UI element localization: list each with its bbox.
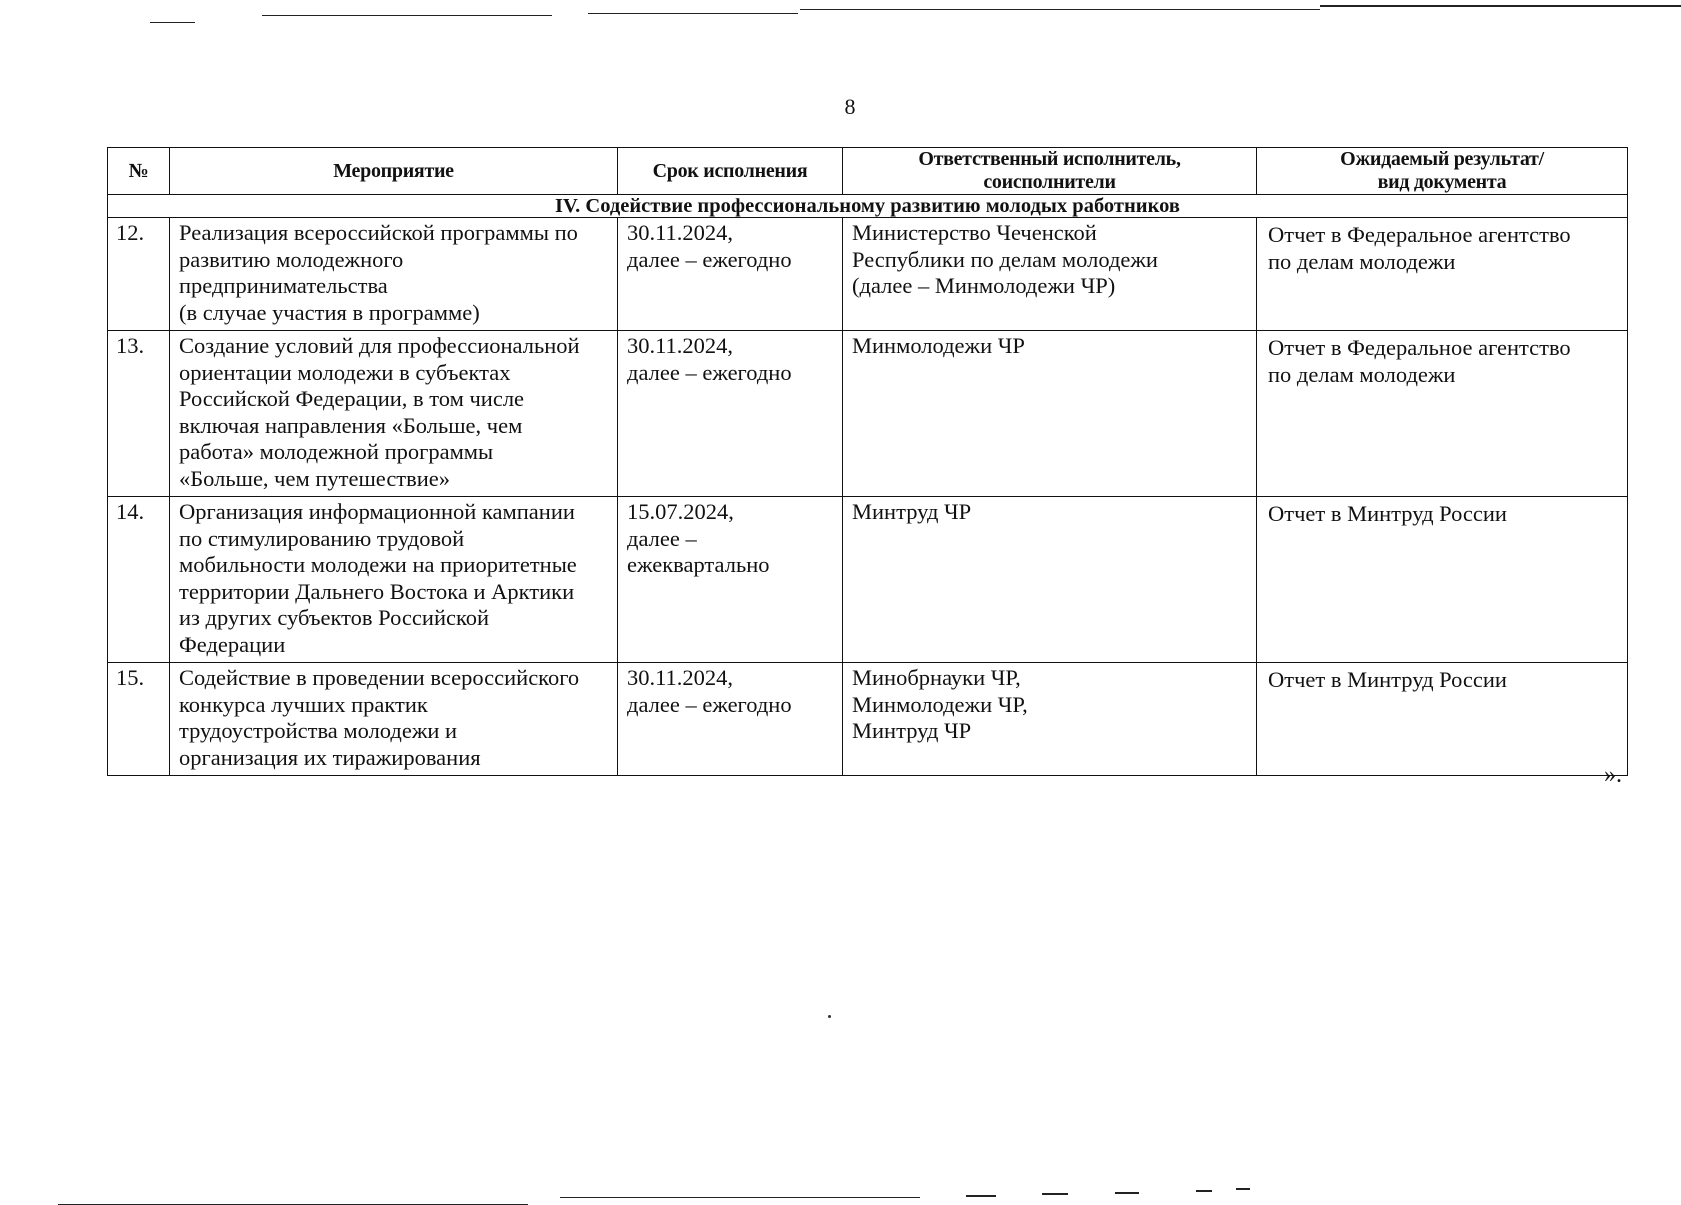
executor-line: Министерство Чеченской <box>852 220 1097 245</box>
event-line: Реализация всероссийской программы по <box>179 220 578 245</box>
event-line: организация их тиражирования <box>179 744 481 770</box>
header-num: № <box>108 148 170 195</box>
header-executor-line: соисполнители <box>983 171 1116 193</box>
header-event: Мероприятие <box>170 148 618 195</box>
scan-artifact-top-line <box>262 15 552 16</box>
executor-line: Минтруд ЧР <box>852 718 972 743</box>
executor-line: Минмолодежи ЧР, <box>852 691 1028 717</box>
result-line: Отчет в Федеральное агентство <box>1268 335 1571 360</box>
result-line: Отчет в Минтруд России <box>1268 667 1507 692</box>
header-result <box>1257 148 1628 195</box>
event-line: Содействие в проведении всероссийского <box>179 665 580 690</box>
scan-artifact-bottom-line <box>560 1197 920 1198</box>
event-line: Федерации <box>179 631 286 657</box>
deadline-line: ежеквартально <box>627 552 770 577</box>
event-line: включая направления «Больше, чем <box>179 412 523 438</box>
section-title: IV. Содействие профессиональному развитию молодых работников <box>108 195 1628 218</box>
deadline-line: 15.07.2024, <box>627 499 734 524</box>
executor-cell <box>843 663 1257 776</box>
row-number: 15. <box>108 663 170 776</box>
deadline-line: 30.11.2024, <box>627 665 734 690</box>
event-line: Организация информационной кампании <box>179 499 575 524</box>
event-line: по стимулированию трудовой <box>179 525 465 551</box>
row-number: 14. <box>108 497 170 663</box>
table-row <box>108 331 1628 497</box>
header-executor <box>843 148 1257 195</box>
event-line: развитию молодежного предпринимательства <box>179 246 404 298</box>
result-line: Отчет в Минтруд России <box>1268 501 1507 526</box>
event-line: Создание условий для профессиональной <box>179 333 580 358</box>
deadline-line: далее – <box>627 525 697 551</box>
header-result-line: вид документа <box>1377 171 1507 193</box>
deadline-line: далее – ежегодно <box>627 246 792 272</box>
event-line: ориентации молодежи в субъектах <box>179 359 511 385</box>
scan-artifact-top-line <box>1320 5 1681 7</box>
result-cell <box>1257 497 1628 663</box>
scan-artifact-top-line <box>800 9 1320 10</box>
result-line: по делам молодежи <box>1268 248 1456 274</box>
deadline-line: 30.11.2024, <box>627 220 734 245</box>
table-row <box>108 218 1628 331</box>
event-line: трудоустройства молодежи и <box>179 718 458 743</box>
result-cell <box>1257 663 1628 776</box>
executor-cell <box>843 331 1257 497</box>
event-cell <box>170 497 618 663</box>
deadline-cell <box>618 497 843 663</box>
deadline-cell <box>618 218 843 331</box>
executor-line: (далее – Минмолодежи ЧР) <box>852 273 1116 298</box>
row-number: 13. <box>108 331 170 497</box>
table-row <box>108 497 1628 663</box>
executor-line: Минобрнауки ЧР, <box>852 665 1021 690</box>
deadline-line: далее – ежегодно <box>627 691 792 717</box>
result-cell <box>1257 218 1628 331</box>
deadline-line: 30.11.2024, <box>627 333 734 358</box>
scan-artifact-bottom-line <box>1196 1190 1212 1192</box>
event-line: конкурса лучших практик <box>179 691 428 717</box>
result-cell <box>1257 331 1628 497</box>
result-line: по делам молодежи <box>1268 361 1456 387</box>
table-header-row <box>108 148 1628 195</box>
event-line: работа» молодежной программы <box>179 439 494 464</box>
deadline-cell <box>618 331 843 497</box>
executor-line: Республики по делам молодежи <box>852 246 1158 272</box>
scan-artifact-bottom-line <box>966 1195 996 1197</box>
event-cell <box>170 218 618 331</box>
scan-speck <box>828 1015 831 1018</box>
deadline-line: далее – ежегодно <box>627 359 792 385</box>
closing-quote-mark: ». <box>1604 762 1622 788</box>
executor-line: Минтруд ЧР <box>852 499 972 524</box>
row-number: 12. <box>108 218 170 331</box>
header-executor-line: Ответственный исполнитель, <box>918 148 1181 170</box>
event-line: (в случае участия в программе) <box>179 299 480 325</box>
header-deadline: Срок исполнения <box>618 148 843 195</box>
table-row <box>108 663 1628 776</box>
scan-artifact-bottom-line <box>1115 1192 1139 1194</box>
event-line: Российской Федерации, в том числе <box>179 386 525 411</box>
executor-cell <box>843 497 1257 663</box>
scan-artifact-bottom-line <box>1236 1188 1250 1190</box>
event-line: территории Дальнего Востока и Арктики <box>179 578 575 604</box>
action-plan-table <box>107 147 1628 776</box>
event-line: из других субъектов Российской <box>179 605 490 630</box>
executor-cell <box>843 218 1257 331</box>
section-row <box>108 195 1628 218</box>
deadline-cell <box>618 663 843 776</box>
event-cell <box>170 663 618 776</box>
header-result-line: Ожидаемый результат/ <box>1340 148 1544 170</box>
page-number: 8 <box>844 94 856 119</box>
scan-artifact-top-line <box>150 22 195 23</box>
scan-artifact-top-line <box>588 13 798 14</box>
event-cell <box>170 331 618 497</box>
event-line: «Больше, чем путешествие» <box>179 465 451 491</box>
scan-artifact-bottom-line <box>1042 1193 1068 1195</box>
result-line: Отчет в Федеральное агентство <box>1268 222 1571 247</box>
executor-line: Минмолодежи ЧР <box>852 333 1025 358</box>
event-line: мобильности молодежи на приоритетные <box>179 552 577 577</box>
